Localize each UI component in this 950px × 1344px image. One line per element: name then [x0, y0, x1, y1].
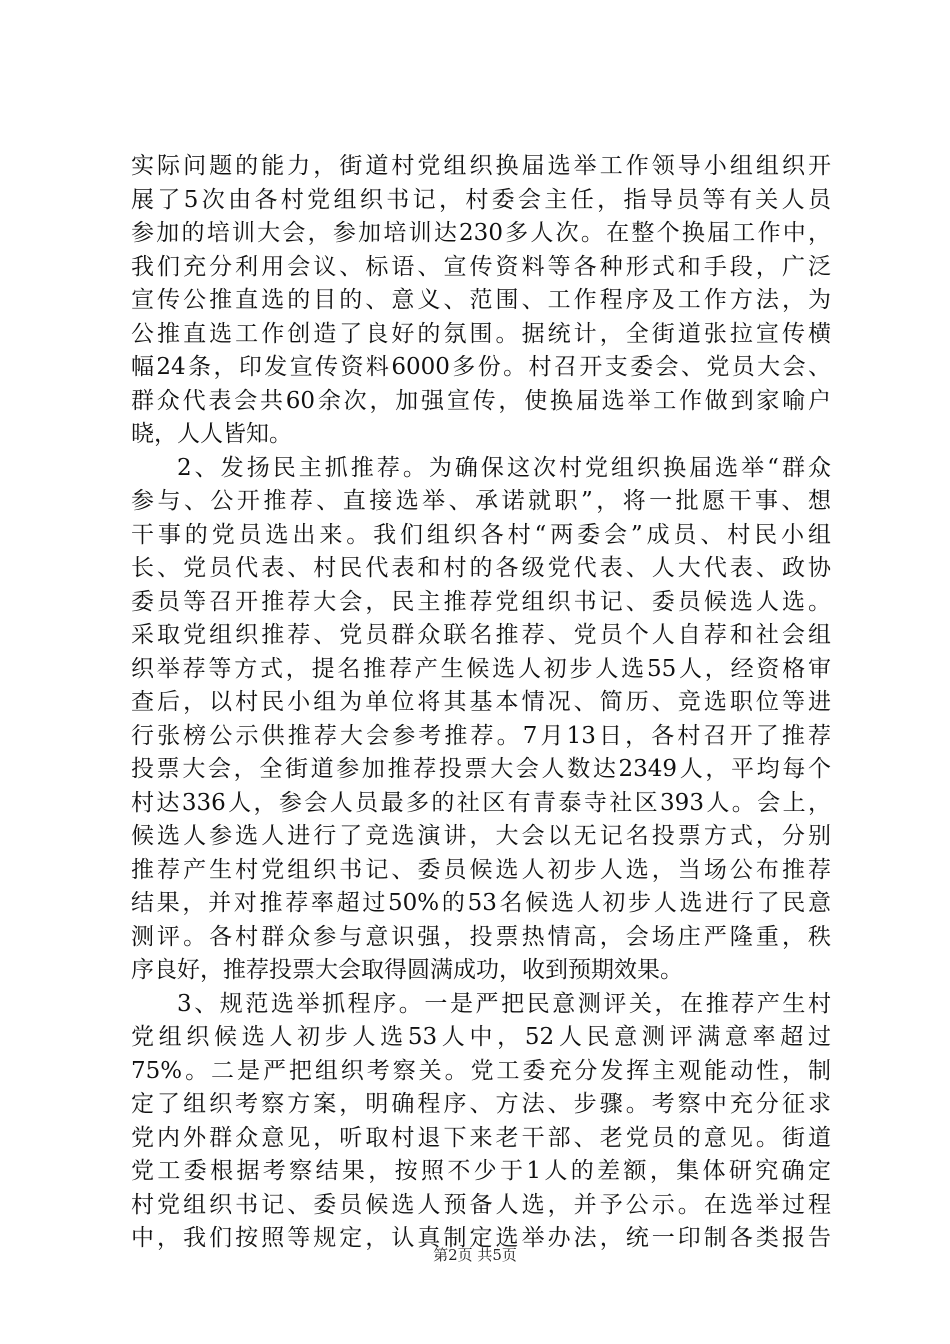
text-line: 党内外群众意见，听取村退下来老干部、老党员的意见。街道 — [131, 1124, 831, 1151]
text-line: 推荐产生村党组织书记、委员候选人初步人选，当场公布推荐 — [131, 856, 831, 883]
text-line: 投票大会，全街道参加推荐投票大会人数达2349人，平均每个 — [131, 756, 831, 782]
page-footer: 第2页 共5页 — [433, 1246, 517, 1264]
text-line: 结果，并对推荐率超过50%的53名候选人初步人选进行了民意 — [131, 890, 831, 916]
text-line: 长、党员代表、村民代表和村的各级党代表、人大代表、政协 — [131, 555, 831, 581]
text-line: 委员等召开推荐大会，民主推荐党组织书记、委员候选人选。 — [131, 588, 831, 615]
text-line: 序良好，推荐投票大会取得圆满成功，收到预期效果。 — [131, 957, 683, 983]
document-body — [131, 150, 831, 1256]
text-line: 采取党组织推荐、党员群众联名推荐、党员个人自荐和社会组 — [131, 622, 831, 648]
text-line: 群众代表会共60余次，加强宣传，使换届选举工作做到家喻户 — [131, 387, 831, 414]
text-line: 参加的培训大会，参加培训达230多人次。在整个换届工作中， — [131, 220, 831, 246]
text-line: 村达336人，参会人员最多的社区有青泰寺社区393人。会上， — [131, 789, 831, 816]
text-line: 75%。二是严把组织考察关。党工委充分发挥主观能动性，制 — [131, 1057, 831, 1084]
text-line: 参与、公开推荐、直接选举、承诺就职”，将一批愿干事、想 — [131, 488, 831, 514]
text-line: 村党组织书记、委员候选人预备人选，并予公示。在选举过程 — [131, 1191, 831, 1218]
text-line: 3、规范选举抓程序。一是严把民意测评关，在推荐产生村 — [177, 990, 831, 1017]
text-line: 中，我们按照等规定，认真制定选举办法，统一印制各类报告 — [131, 1225, 831, 1251]
text-line: 我们充分利用会议、标语、宣传资料等各种形式和手段，广泛 — [131, 253, 831, 280]
text-line: 公推直选工作创造了良好的氛围。据统计，全街道张拉宣传横 — [131, 320, 831, 347]
text-line: 2、发扬民主抓推荐。为确保这次村党组织换届选举“群众 — [177, 454, 831, 481]
text-line: 幅24条，印发宣传资料6000多份。村召开支委会、党员大会、 — [131, 354, 831, 380]
text-line: 织举荐等方式，提名推荐产生候选人初步人选55人，经资格审 — [131, 655, 831, 682]
text-line: 定了组织考察方案，明确程序、方法、步骤。考察中充分征求 — [131, 1091, 831, 1117]
text-line: 晓，人人皆知。 — [131, 421, 292, 447]
text-line: 行张榜公示供推荐大会参考推荐。7月13日，各村召开了推荐 — [131, 722, 831, 749]
text-line: 干事的党员选出来。我们组织各村“两委会”成员、村民小组 — [131, 521, 831, 548]
text-line: 候选人参选人进行了竞选演讲，大会以无记名投票方式，分别 — [131, 823, 831, 849]
text-line: 查后，以村民小组为单位将其基本情况、简历、竞选职位等进 — [131, 689, 831, 715]
text-line: 党组织候选人初步人选53人中，52人民意测评满意率超过 — [131, 1024, 831, 1050]
text-line: 宣传公推直选的目的、意义、范围、工作程序及工作方法，为 — [131, 287, 831, 313]
text-line: 展了5次由各村党组织书记，村委会主任，指导员等有关人员 — [131, 186, 831, 213]
text-line: 党工委根据考察结果，按照不少于1人的差额，集体研究确定 — [131, 1158, 831, 1184]
text-line: 测评。各村群众参与意识强，投票热情高，会场庄严隆重，秩 — [131, 923, 831, 950]
text-line: 实际问题的能力，街道村党组织换届选举工作领导小组组织开 — [131, 153, 831, 179]
